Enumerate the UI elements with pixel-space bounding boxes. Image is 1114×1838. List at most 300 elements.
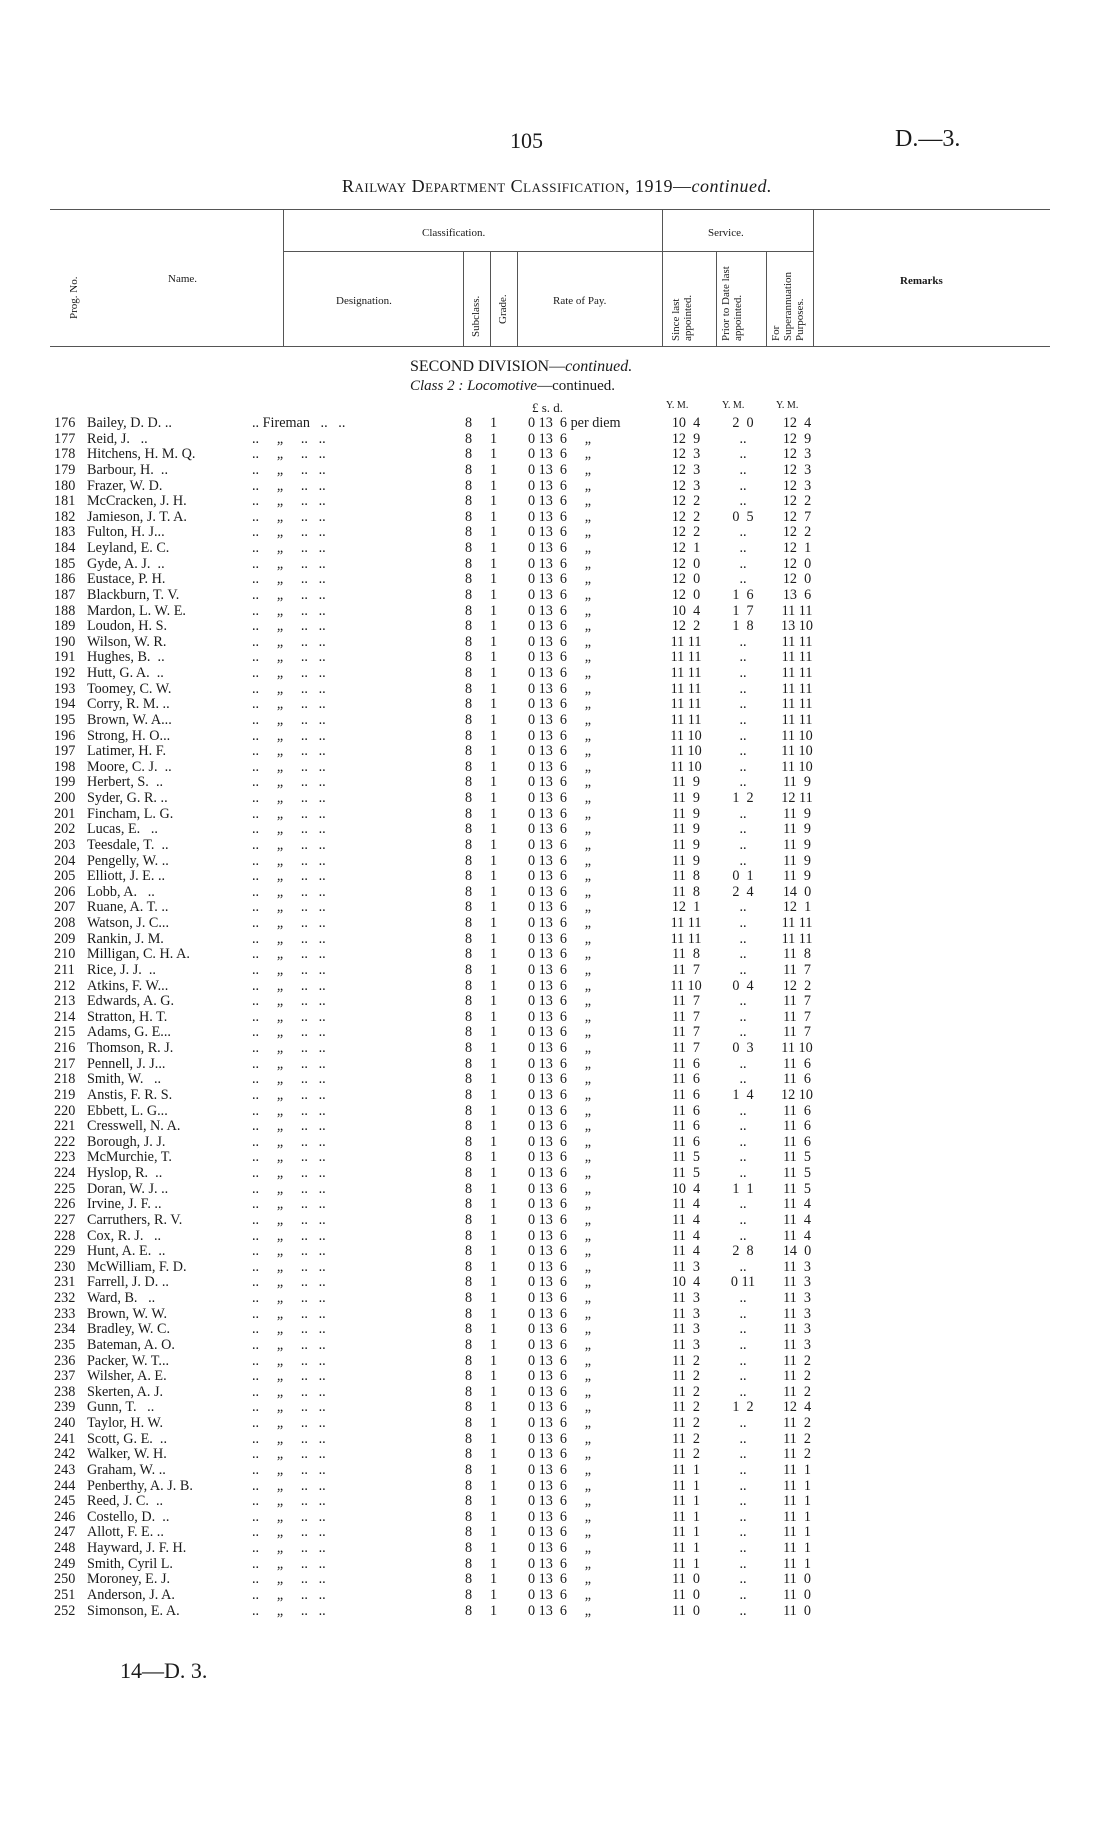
cell-grade: 1 (490, 1180, 498, 1197)
cell-name: Hunt, A. E. .. (87, 1243, 166, 1260)
cell-name: Ward, B. .. (87, 1290, 156, 1306)
cell-des: .. „ .. .. (252, 899, 326, 916)
cell-des: .. „ .. .. (252, 1540, 326, 1556)
cell-rate: 0 13 6 „ (528, 524, 592, 541)
header-divider (283, 209, 284, 347)
cell-grade: 1 (490, 649, 498, 666)
cell-prior: .. (739, 821, 747, 838)
cell-grade: 1 (490, 1071, 498, 1088)
cell-rate: 0 13 6 „ (528, 852, 592, 869)
cell-prior: .. (739, 1352, 747, 1369)
since-last-text: Since last appointed. (670, 294, 694, 341)
cell-super: 11 2 (783, 1415, 811, 1431)
cell-grade: 1 (490, 508, 498, 525)
cell-name: Hyslop, R. .. (87, 1165, 163, 1181)
cell-name: Ruane, A. T. .. (87, 899, 169, 916)
cell-since: 11 4 (672, 1211, 700, 1228)
cell-no: 222 (54, 1133, 76, 1150)
cell-since: 11 6 (672, 1133, 700, 1150)
cell-since: 11 2 (672, 1446, 700, 1463)
cell-des: .. „ .. .. (252, 602, 326, 619)
cell-rate: 0 13 6 „ (528, 1149, 592, 1166)
cell-grade: 1 (490, 1461, 498, 1478)
cell-rate: 0 13 6 „ (528, 1086, 592, 1103)
section-continued: continued. (565, 358, 633, 375)
cell-rate: 0 13 6 „ (528, 571, 592, 588)
table-row (0, 604, 1114, 620)
cell-name: Penberthy, A. J. B. (87, 1477, 193, 1494)
cell-prior: .. (739, 540, 747, 556)
cell-des: .. „ .. .. (252, 1524, 326, 1541)
cell-prior: 2 8 (732, 1243, 754, 1260)
cell-since: 11 9 (672, 774, 700, 791)
table-row (0, 1447, 1114, 1463)
cell-since: 11 7 (672, 993, 700, 1010)
cell-no: 233 (54, 1305, 76, 1322)
cell-sub: 8 (465, 1555, 473, 1572)
cell-super: 11 3 (783, 1258, 811, 1275)
cell-grade: 1 (490, 633, 498, 650)
cell-since: 11 2 (672, 1383, 700, 1400)
table-row (0, 447, 1114, 463)
cell-grade: 1 (490, 774, 498, 791)
cell-des: .. „ .. .. (252, 665, 326, 681)
cell-rate: 0 13 6 „ (528, 1165, 592, 1181)
cell-name: Taylor, H. W. (87, 1415, 164, 1431)
cell-name: Brown, W. A... (87, 711, 172, 728)
cell-grade: 1 (490, 461, 498, 478)
cell-grade: 1 (490, 1133, 498, 1150)
cell-super: 11 6 (783, 1118, 811, 1135)
cell-super: 12 3 (782, 461, 812, 478)
cell-rate: 0 13 6 „ (528, 586, 592, 603)
cell-rate: 0 13 6 „ (528, 1555, 592, 1572)
cell-des: .. „ .. .. (252, 1290, 326, 1306)
cell-no: 236 (54, 1352, 76, 1369)
cell-prior: .. (739, 1211, 747, 1228)
cell-grade: 1 (490, 680, 498, 697)
cell-des: .. „ .. .. (252, 711, 326, 728)
cell-name: Bradley, W. C. (87, 1321, 171, 1338)
cell-since: 11 1 (672, 1555, 700, 1572)
cell-name: Syder, G. R. .. (87, 790, 168, 806)
cell-grade: 1 (490, 1321, 498, 1338)
cell-grade: 1 (490, 1586, 498, 1603)
cell-prior: .. (739, 680, 747, 697)
cell-no: 190 (54, 633, 76, 650)
cell-rate: 0 13 6 „ (528, 446, 592, 463)
cell-prior: 2 4 (732, 883, 754, 900)
cell-rate: 0 13 6 „ (528, 711, 592, 728)
cell-prior: .. (739, 649, 747, 666)
header-divider (766, 251, 767, 347)
cell-since: 11 3 (672, 1336, 700, 1353)
cell-super: 11 1 (783, 1508, 811, 1525)
cell-sub: 8 (465, 758, 473, 775)
cell-super: 11 2 (783, 1383, 811, 1400)
cell-no: 229 (54, 1243, 76, 1260)
cell-rate: 0 13 6 „ (528, 1118, 592, 1135)
section-title: SECOND DIVISION— (410, 358, 566, 375)
cell-rate: 0 13 6 „ (528, 1321, 592, 1338)
cell-since: 12 0 (671, 571, 701, 588)
unit-lsd: £ s. d. (532, 400, 564, 415)
table-row (0, 1322, 1114, 1338)
cell-no: 193 (54, 680, 76, 697)
cell-since: 11 11 (670, 696, 702, 713)
cell-sub: 8 (465, 430, 473, 447)
cell-since: 11 9 (672, 790, 700, 806)
cell-sub: 8 (465, 1571, 473, 1588)
cell-des: .. „ .. .. (252, 993, 326, 1010)
cell-rate: 0 13 6 „ (528, 477, 592, 494)
cell-super: 12 1 (782, 540, 812, 556)
cell-since: 12 2 (671, 493, 701, 510)
cell-rate: 0 13 6 „ (528, 633, 592, 650)
header-divider (813, 209, 814, 347)
cell-super: 11 10 (781, 743, 813, 760)
cell-des: .. „ .. .. (252, 977, 326, 994)
cell-name: Wilsher, A. E. (87, 1368, 167, 1385)
cell-rate: 0 13 6 „ (528, 1336, 592, 1353)
cell-rate: 0 13 6 „ (528, 1055, 592, 1072)
table-row (0, 572, 1114, 588)
table-row (0, 1588, 1114, 1604)
cell-rate: 0 13 6 „ (528, 1040, 592, 1056)
cell-grade: 1 (490, 524, 498, 541)
cell-no: 209 (54, 930, 76, 947)
cell-des: .. „ .. .. (252, 1102, 326, 1119)
cell-no: 187 (54, 586, 76, 603)
cell-name: Gunn, T. .. (87, 1399, 155, 1416)
cell-since: 12 3 (671, 446, 701, 463)
cell-des: .. „ .. .. (252, 1446, 326, 1463)
cell-since: 11 5 (672, 1149, 700, 1166)
cell-prior: .. (739, 1602, 747, 1619)
cell-name: Cresswell, N. A. (87, 1118, 181, 1135)
cell-super: 12 0 (782, 555, 812, 572)
cell-name: Pengelly, W. .. (87, 852, 169, 869)
cell-prior: .. (739, 930, 747, 947)
cell-rate: 0 13 6 „ (528, 1305, 592, 1322)
table-row (0, 729, 1114, 745)
cell-name: Anstis, F. R. S. (87, 1086, 173, 1103)
table-row (0, 1197, 1114, 1213)
cell-no: 232 (54, 1290, 76, 1306)
cell-sub: 8 (465, 1399, 473, 1416)
cell-grade: 1 (490, 1399, 498, 1416)
cell-sub: 8 (465, 1305, 473, 1322)
cell-no: 248 (54, 1540, 76, 1556)
table-row (0, 822, 1114, 838)
cell-sub: 8 (465, 961, 473, 978)
cell-no: 238 (54, 1383, 76, 1400)
cell-super: 12 1 (782, 899, 812, 916)
cell-since: 11 11 (670, 649, 702, 666)
table-row (0, 1572, 1114, 1588)
cell-name: Watson, J. C... (87, 915, 170, 931)
unit-ym-prior: Y. M. (722, 400, 745, 411)
cell-des: .. „ .. .. (252, 477, 326, 494)
cell-sub: 8 (465, 1383, 473, 1400)
cell-name: Corry, R. M. .. (87, 696, 170, 713)
cell-name: Eustace, P. H. (87, 571, 166, 588)
table-row (0, 1119, 1114, 1135)
cell-des: .. „ .. .. (252, 1258, 326, 1275)
cell-rate: 0 13 6 „ (528, 680, 592, 697)
cell-name: Pennell, J. J... (87, 1055, 166, 1072)
header-top-rule (50, 209, 1050, 210)
cell-rate: 0 13 6 „ (528, 649, 592, 666)
cell-no: 176 (54, 415, 76, 431)
cell-super: 11 3 (783, 1336, 811, 1353)
cell-sub: 8 (465, 1524, 473, 1541)
cell-name: Adams, G. E... (87, 1024, 171, 1041)
cell-rate: 0 13 6 „ (528, 805, 592, 822)
cell-prior: .. (739, 461, 747, 478)
cell-since: 11 11 (670, 680, 702, 697)
table-row (0, 494, 1114, 510)
cell-no: 184 (54, 540, 76, 556)
cell-since: 11 7 (672, 1024, 700, 1041)
cell-no: 218 (54, 1071, 76, 1088)
cell-grade: 1 (490, 1368, 498, 1385)
cell-name: Lucas, E. .. (87, 821, 158, 838)
cell-since: 11 3 (672, 1305, 700, 1322)
cell-rate: 0 13 6 „ (528, 899, 592, 916)
table-row (0, 1479, 1114, 1495)
cell-des: .. „ .. .. (252, 805, 326, 822)
table-row (0, 1307, 1114, 1323)
table-row (0, 854, 1114, 870)
cell-rate: 0 13 6 „ (528, 461, 592, 478)
table-row (0, 1354, 1114, 1370)
cell-prior: 0 5 (732, 508, 754, 525)
cell-no: 226 (54, 1196, 76, 1213)
cell-sub: 8 (465, 1461, 473, 1478)
cell-rate: 0 13 6 „ (528, 1508, 592, 1525)
cell-no: 207 (54, 899, 76, 916)
cell-name: Edwards, A. G. (87, 993, 175, 1010)
table-row (0, 525, 1114, 541)
class-heading (410, 378, 615, 395)
cell-grade: 1 (490, 915, 498, 931)
cell-rate: 0 13 6 „ (528, 1196, 592, 1213)
cell-since: 11 1 (672, 1461, 700, 1478)
cell-super: 13 6 (782, 586, 812, 603)
cell-grade: 1 (490, 540, 498, 556)
cell-no: 212 (54, 977, 76, 994)
cell-sub: 8 (465, 461, 473, 478)
cell-grade: 1 (490, 1274, 498, 1291)
cell-super: 11 6 (783, 1071, 811, 1088)
cell-prior: .. (739, 1008, 747, 1025)
cell-grade: 1 (490, 493, 498, 510)
cell-name: Costello, D. .. (87, 1508, 170, 1525)
cell-since: 11 4 (672, 1243, 700, 1260)
cell-no: 251 (54, 1586, 76, 1603)
cell-name: Toomey, C. W. (87, 680, 172, 697)
cell-super: 11 11 (781, 711, 813, 728)
cell-rate: 0 13 6 „ (528, 868, 592, 885)
table-row (0, 463, 1114, 479)
header-since-last (670, 259, 694, 341)
cell-sub: 8 (465, 1071, 473, 1088)
cell-no: 194 (54, 696, 76, 713)
cell-super: 11 1 (783, 1493, 811, 1510)
cell-name: Gyde, A. J. .. (87, 555, 165, 572)
cell-name: Irvine, J. F. .. (87, 1196, 162, 1213)
cell-super: 11 1 (783, 1477, 811, 1494)
cell-name: Mardon, L. W. E. (87, 602, 186, 619)
cell-super: 11 11 (781, 930, 813, 947)
cell-no: 223 (54, 1149, 76, 1166)
cell-sub: 8 (465, 1508, 473, 1525)
cell-rate: 0 13 6 „ (528, 1430, 592, 1447)
cell-prior: .. (739, 758, 747, 775)
cell-des: .. „ .. .. (252, 930, 326, 947)
cell-name: Skerten, A. J. (87, 1383, 164, 1400)
cell-sub: 8 (465, 836, 473, 853)
cell-since: 11 9 (672, 852, 700, 869)
cell-sub: 8 (465, 977, 473, 994)
table-row (0, 760, 1114, 776)
cell-prior: .. (739, 1321, 747, 1338)
cell-name: Allott, F. E. .. (87, 1524, 164, 1541)
header-classification: Classification. (422, 227, 486, 239)
cell-since: 11 2 (672, 1430, 700, 1447)
cell-name: Rankin, J. M. (87, 930, 164, 947)
cell-des: .. „ .. .. (252, 883, 326, 900)
cell-no: 252 (54, 1602, 76, 1619)
cell-rate: 0 13 6 „ (528, 790, 592, 806)
cell-rate: 0 13 6 „ (528, 1602, 592, 1619)
header-designation: Designation. (336, 295, 392, 307)
cell-since: 11 1 (672, 1493, 700, 1510)
cell-super: 12 3 (782, 446, 812, 463)
cell-grade: 1 (490, 477, 498, 494)
cell-super: 12 3 (782, 477, 812, 494)
cell-sub: 8 (465, 555, 473, 572)
cell-grade: 1 (490, 993, 498, 1010)
header-divider (490, 251, 491, 347)
cell-super: 11 0 (783, 1571, 811, 1588)
cell-name: Packer, W. T... (87, 1352, 170, 1369)
header-prior-to (720, 259, 744, 341)
table-row (0, 557, 1114, 573)
cell-no: 208 (54, 915, 76, 931)
cell-super: 11 2 (783, 1352, 811, 1369)
cell-name: Carruthers, R. V. (87, 1211, 183, 1228)
cell-rate: 0 13 6 „ (528, 696, 592, 713)
cell-des: .. „ .. .. (252, 446, 326, 463)
staff-table-body (0, 416, 1114, 1619)
cell-since: 11 3 (672, 1290, 700, 1306)
cell-grade: 1 (490, 883, 498, 900)
cell-sub: 8 (465, 1024, 473, 1041)
cell-prior: 1 2 (732, 790, 754, 806)
cell-sub: 8 (465, 1211, 473, 1228)
cell-prior: 2 0 (732, 415, 754, 431)
cell-name: McCracken, J. H. (87, 493, 187, 510)
cell-name: Herbert, S. .. (87, 774, 164, 791)
cell-sub: 8 (465, 805, 473, 822)
cell-rate: 0 13 6 „ (528, 758, 592, 775)
cell-prior: 0 4 (732, 977, 754, 994)
cell-rate: 0 13 6 „ (528, 1399, 592, 1416)
cell-prior: 1 2 (732, 1399, 754, 1416)
cell-name: Strong, H. O... (87, 727, 171, 744)
cell-des: .. „ .. .. (252, 633, 326, 650)
cell-no: 199 (54, 774, 76, 791)
cell-grade: 1 (490, 1430, 498, 1447)
cell-no: 249 (54, 1555, 76, 1572)
cell-no: 244 (54, 1477, 76, 1494)
cell-sub: 8 (465, 1352, 473, 1369)
cell-since: 11 8 (672, 883, 700, 900)
cell-no: 198 (54, 758, 76, 775)
cell-no: 200 (54, 790, 76, 806)
cell-prior: .. (739, 1149, 747, 1166)
cell-rate: 0 13 6 „ (528, 508, 592, 525)
cell-des: .. „ .. .. (252, 1133, 326, 1150)
table-row (0, 947, 1114, 963)
table-row (0, 697, 1114, 713)
cell-rate: 0 13 6 „ (528, 493, 592, 510)
cell-super: 11 10 (781, 1040, 813, 1056)
cell-since: 11 6 (672, 1102, 700, 1119)
cell-sub: 8 (465, 1336, 473, 1353)
cell-sub: 8 (465, 821, 473, 838)
table-row (0, 1463, 1114, 1479)
cell-rate: 0 13 6 „ (528, 1274, 592, 1291)
table-row (0, 916, 1114, 932)
cell-super: 11 11 (781, 915, 813, 931)
cell-sub: 8 (465, 743, 473, 760)
cell-super: 11 3 (783, 1274, 811, 1291)
cell-des: .. „ .. .. (252, 836, 326, 853)
table-row (0, 1135, 1114, 1151)
cell-name: Cox, R. J. .. (87, 1227, 162, 1244)
cell-name: Hitchens, H. M. Q. (87, 446, 196, 463)
cell-sub: 8 (465, 1133, 473, 1150)
cell-prior: .. (739, 571, 747, 588)
table-row (0, 807, 1114, 823)
cell-name: Milligan, C. H. A. (87, 946, 190, 963)
cell-since: 11 9 (672, 821, 700, 838)
cell-des: .. „ .. .. (252, 508, 326, 525)
cell-rate: 0 13 6 „ (528, 821, 592, 838)
cell-name: Graham, W. .. (87, 1461, 166, 1478)
cell-rate: 0 13 6 „ (528, 602, 592, 619)
cell-rate: 0 13 6 „ (528, 1352, 592, 1369)
cell-sub: 8 (465, 1055, 473, 1072)
cell-des: .. „ .. .. (252, 1024, 326, 1041)
cell-no: 241 (54, 1430, 76, 1447)
cell-no: 189 (54, 618, 76, 635)
cell-since: 12 1 (671, 540, 701, 556)
cell-no: 235 (54, 1336, 76, 1353)
table-row (0, 1604, 1114, 1620)
cell-prior: .. (739, 993, 747, 1010)
cell-sub: 8 (465, 946, 473, 963)
cell-super: 11 0 (783, 1586, 811, 1603)
cell-prior: .. (739, 774, 747, 791)
cell-prior: .. (739, 477, 747, 494)
cell-prior: 0 11 (730, 1274, 756, 1291)
cell-rate: 0 13 6 „ (528, 540, 592, 556)
class-label: Class 2 : (410, 378, 464, 394)
